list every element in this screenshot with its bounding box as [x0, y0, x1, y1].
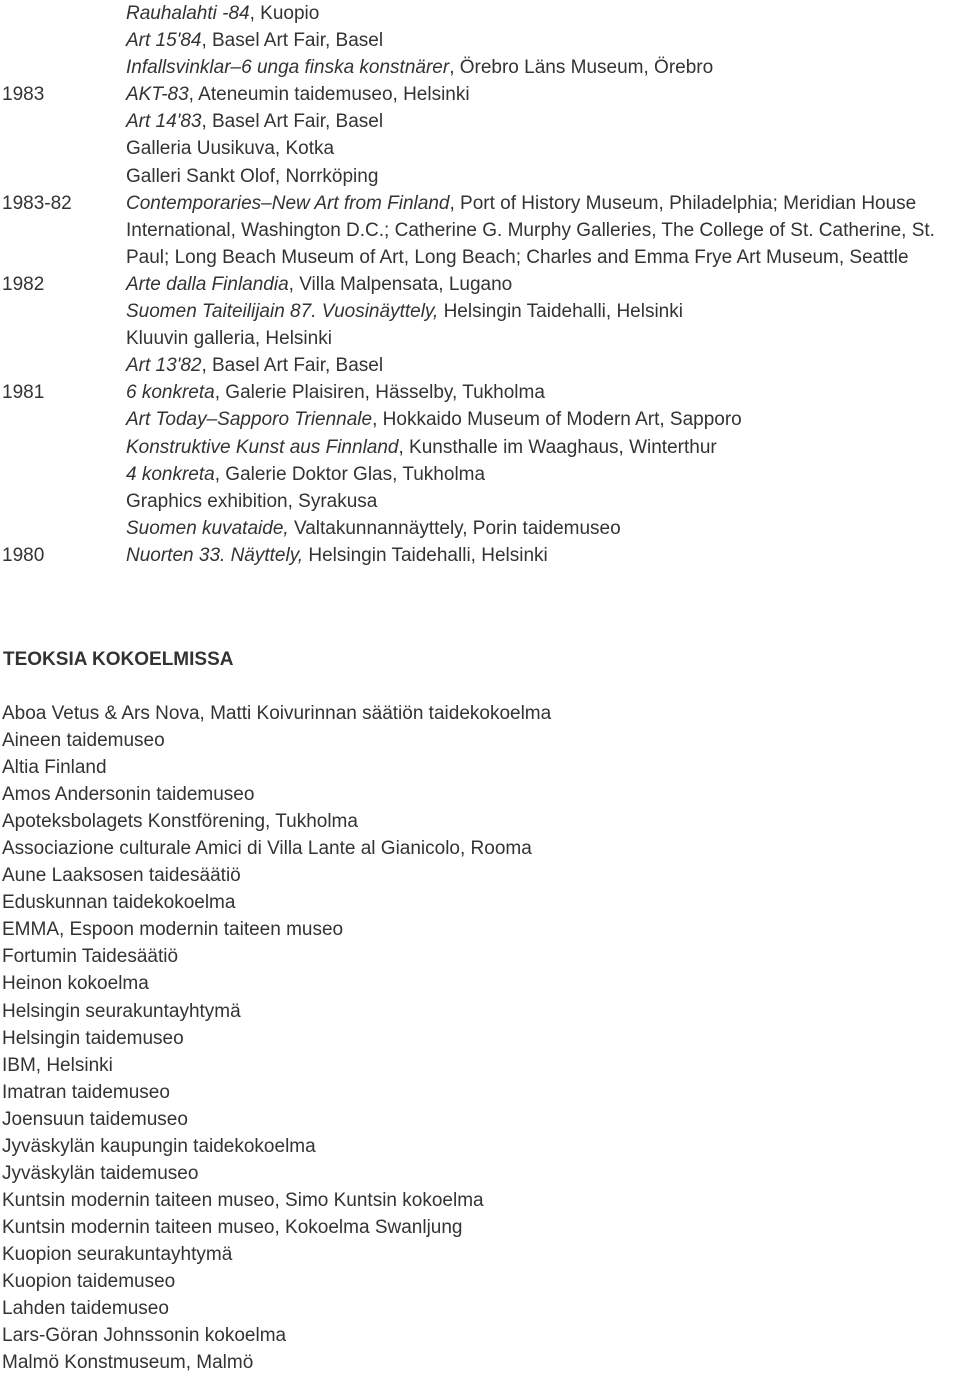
exhibition-title: AKT-83 [126, 84, 189, 106]
exhibition-year [0, 461, 126, 488]
exhibition-year [0, 135, 126, 162]
exhibition-year [0, 108, 126, 135]
exhibition-row [0, 108, 960, 135]
exhibition-venue: , Basel Art Fair, Basel [201, 30, 384, 52]
exhibition-title: Art 14'83 [126, 111, 202, 133]
collection-item: Lars-Göran Johnssonin kokoelma [2, 1325, 287, 1347]
exhibition-entry [126, 379, 960, 406]
exhibition-row [0, 81, 960, 108]
exhibition-year [0, 27, 126, 54]
collection-item: Altia Finland [2, 757, 107, 779]
exhibition-venue: , Villa Malpensata, Lugano [288, 273, 513, 295]
collection-item: Joensuun taidemuseo [2, 1108, 188, 1130]
exhibition-row [0, 190, 960, 271]
exhibition-entry [126, 515, 960, 542]
exhibition-entry [126, 406, 960, 433]
exhibition-row [0, 298, 960, 325]
exhibition-row [0, 135, 960, 162]
exhibition-year [0, 434, 126, 461]
collection-item: Associazione culturale Amici di Villa Lante al Gianicolo, Rooma [2, 838, 532, 860]
exhibition-title: 4 konkreta [126, 463, 215, 485]
exhibition-venue: , Hokkaido Museum of Modern Art, Sapporo [372, 409, 742, 431]
exhibition-title: Art 15'84 [126, 30, 202, 52]
exhibition-year [0, 325, 126, 352]
collection-item: Fortumin Taidesäätiö [2, 946, 179, 968]
exhibition-venue: Kluuvin galleria, Helsinki [126, 328, 332, 350]
collection-item: Kuntsin modernin taiteen museo, Kokoelma Swanljung [2, 1216, 463, 1238]
exhibition-venue: , Galerie Doktor Glas, Tukholma [214, 463, 486, 485]
exhibition-year [0, 515, 126, 542]
exhibition-entry [126, 81, 960, 108]
exhibition-entry [126, 434, 960, 461]
exhibition-title: Suomen kuvataide, [126, 517, 289, 539]
exhibition-entry [126, 163, 960, 190]
collection-item: Amos Andersonin taidemuseo [2, 784, 255, 806]
exhibition-row [0, 434, 960, 461]
exhibition-venue: , Kuopio [249, 3, 320, 24]
exhibition-venue: Helsingin Taidehalli, Helsinki [438, 301, 683, 323]
collection-item: Jyväskylän kaupungin taidekokoelma [2, 1135, 316, 1157]
exhibition-entry [126, 542, 960, 569]
exhibition-entry [126, 108, 960, 135]
exhibition-title: Art 13'82 [126, 355, 202, 377]
collection-item: Aune Laaksosen taidesäätiö [2, 865, 241, 887]
exhibition-year [0, 54, 126, 81]
exhibition-year: 1980 [2, 544, 45, 566]
exhibition-entry [126, 325, 960, 352]
exhibition-venue: Helsingin Taidehalli, Helsinki [303, 544, 548, 566]
exhibition-venue: , Kunsthalle im Waaghaus, Winterthur [398, 436, 717, 458]
exhibition-title: Art Today–Sapporo Triennale [126, 409, 373, 431]
exhibition-title: Konstruktive Kunst aus Finnland [126, 436, 399, 458]
exhibition-row [0, 352, 960, 379]
exhibition-list [0, 0, 960, 569]
exhibition-venue: , Port of History Museum, Philadelphia; Meridian House International, Washington D.C.; Catherine G. Murphy Galleries, The College of St. Catherine, St. Paul; Long Beach Museum of Art, Long Beach; Charles and Emma Frye Art Museum, Seattle [126, 192, 935, 268]
exhibition-year [0, 352, 126, 379]
exhibition-title: Rauhalahti -84 [126, 3, 250, 24]
exhibition-entry [126, 271, 960, 298]
exhibition-venue: Galleri Sankt Olof, Norrköping [126, 165, 379, 187]
exhibition-year [0, 488, 126, 515]
exhibition-year [0, 298, 126, 325]
collection-item: EMMA, Espoon modernin taiteen museo [2, 919, 344, 941]
exhibition-entry [126, 352, 960, 379]
collections-heading: TEOKSIA KOKOELMISSA [3, 649, 234, 670]
exhibition-entry [126, 0, 960, 27]
exhibition-entry [126, 135, 960, 162]
collection-item: Helsingin seurakuntayhtymä [2, 1000, 241, 1022]
collection-item: Kuopion seurakuntayhtymä [2, 1243, 233, 1265]
exhibition-row [0, 515, 960, 542]
exhibition-entry [126, 488, 960, 515]
collections-list [2, 700, 551, 1376]
exhibition-venue: , Basel Art Fair, Basel [201, 355, 384, 377]
exhibition-venue: , Galerie Plaisiren, Hässelby, Tukholma [214, 382, 545, 404]
exhibition-row [0, 406, 960, 433]
exhibition-row [0, 163, 960, 190]
exhibition-year: 1983-82 [2, 192, 72, 214]
collection-item: Eduskunnan taidekokoelma [2, 892, 236, 914]
exhibition-row [0, 325, 960, 352]
exhibition-entry [126, 190, 960, 271]
exhibition-year [0, 406, 126, 433]
collection-item: Malmö Konstmuseum, Malmö [2, 1352, 254, 1374]
exhibition-year [0, 0, 126, 27]
exhibition-title: 6 konkreta [126, 382, 215, 404]
collection-item: Lahden taidemuseo [2, 1298, 169, 1320]
exhibition-title: Infallsvinklar–6 unga finska konstnärer [126, 57, 450, 79]
exhibition-venue: Valtakunnannäyttely, Porin taidemuseo [288, 517, 621, 539]
exhibition-entry [126, 461, 960, 488]
exhibition-entry [126, 54, 960, 81]
exhibition-title: Arte dalla Finlandia [126, 273, 289, 295]
exhibition-venue: , Örebro Läns Museum, Örebro [449, 57, 714, 79]
exhibition-entry [126, 298, 960, 325]
exhibition-row [0, 54, 960, 81]
collection-item: Aboa Vetus & Ars Nova, Matti Koivurinnan säätiön taidekokoelma [2, 703, 552, 724]
collection-item: Helsingin taidemuseo [2, 1027, 184, 1049]
exhibition-title: Nuorten 33. Näyttely, [126, 544, 304, 566]
exhibition-row [0, 0, 960, 27]
exhibition-venue: , Ateneumin taidemuseo, Helsinki [188, 84, 470, 106]
exhibition-row [0, 461, 960, 488]
exhibition-venue: Galleria Uusikuva, Kotka [126, 138, 335, 160]
exhibition-title: Suomen Taiteilijain 87. Vuosinäyttely, [126, 301, 439, 323]
exhibition-year [0, 163, 126, 190]
collection-item: Kuntsin modernin taiteen museo, Simo Kuntsin kokoelma [2, 1189, 484, 1211]
collection-item: IBM, Helsinki [2, 1054, 113, 1076]
exhibition-row [0, 488, 960, 515]
exhibition-row [0, 271, 960, 298]
exhibition-entry [126, 27, 960, 54]
collection-item: Aineen taidemuseo [2, 730, 165, 752]
exhibition-year: 1981 [2, 382, 45, 404]
exhibition-row [0, 27, 960, 54]
exhibition-year: 1982 [2, 273, 45, 295]
collection-item: Apoteksbolagets Konstförening, Tukholma [2, 811, 358, 833]
exhibition-venue: Graphics exhibition, Syrakusa [126, 490, 378, 512]
exhibition-row [0, 379, 960, 406]
collection-item: Kuopion taidemuseo [2, 1270, 176, 1292]
collection-item: Jyväskylän taidemuseo [2, 1162, 199, 1184]
exhibition-title: Contemporaries–New Art from Finland [126, 192, 450, 214]
exhibition-year: 1983 [2, 84, 45, 106]
collection-item: Imatran taidemuseo [2, 1081, 170, 1103]
exhibition-row [0, 542, 960, 569]
exhibition-venue: , Basel Art Fair, Basel [201, 111, 384, 133]
collection-item: Heinon kokoelma [2, 973, 149, 995]
